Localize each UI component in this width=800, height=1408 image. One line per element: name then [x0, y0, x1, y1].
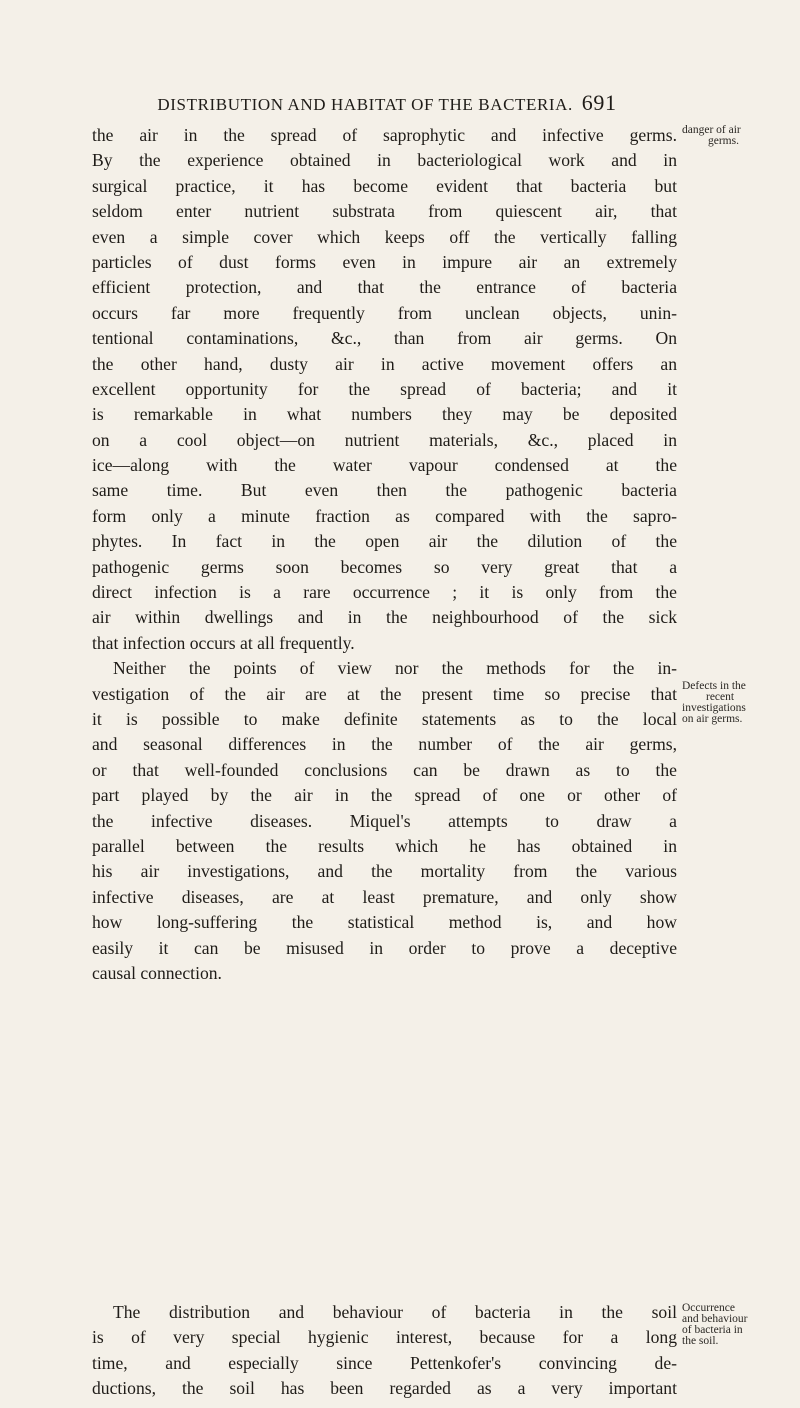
text-line: ice—along with the water vapour condensed at the — [92, 455, 677, 476]
marginal-note-soil — [682, 1303, 800, 1347]
text-line: form only a minute fraction as compared with the sapro- — [92, 505, 677, 526]
margin-line: and behaviour — [682, 1313, 748, 1325]
text-line: on a cool object—on nutrient materials, &c., placed in — [92, 429, 677, 450]
text-line: the air in the spread of saprophytic and infective germs. — [92, 125, 677, 145]
margin-line: of bacteria in — [682, 1324, 743, 1336]
margin-line: on air germs. — [682, 713, 743, 725]
text-line: time, and especially since Pettenkofer's convincing de- — [92, 1352, 677, 1373]
text-line: how long-suffering the statistical method is, and how — [92, 912, 677, 933]
text-line: and seasonal differences in the number of the air germs, — [92, 734, 677, 755]
text-line: seldom enter nutrient substrata from quiescent air, that — [92, 201, 677, 222]
text-line: parallel between the results which he has obtained in — [92, 835, 677, 856]
text-line: surgical practice, it has become evident that bacteria but — [92, 175, 677, 196]
running-title: DISTRIBUTION AND HABITAT OF THE BACTERIA. — [157, 95, 573, 114]
margin-line: Defects in the — [682, 680, 746, 692]
text-line: The distribution and behaviour of bacteria in the soil — [113, 1302, 677, 1322]
text-line: tentional contaminations, &c., than from air germs. On — [92, 328, 677, 349]
text-line: pathogenic germs soon becomes so very great that a — [92, 556, 677, 577]
text-line: his air investigations, and the mortality from the various — [92, 861, 677, 882]
text-line: or that well-founded conclusions can be drawn as to the — [92, 759, 677, 780]
marginal-note-air-germs — [682, 125, 800, 147]
text-line: efficient protection, and that the entrance of bacteria — [92, 277, 677, 298]
margin-line: recent — [706, 691, 735, 703]
text-line: occurs far more frequently from unclean objects, unin- — [92, 302, 677, 323]
text-line: the other hand, dusty air in active movement offers an — [92, 353, 677, 374]
margin-line: the soil. — [682, 1335, 719, 1347]
margin-line: investigations — [682, 702, 746, 714]
text-line: easily it can be misused in order to prove a deceptive — [92, 937, 677, 958]
text-line: it is possible to make definite statements as to the local — [92, 708, 677, 729]
margin-line: Occurrence — [682, 1302, 735, 1314]
text-line: direct infection is a rare occurrence ; it is only from the — [92, 582, 677, 603]
text-line: causal connection. — [92, 962, 222, 983]
text-line: phytes. In fact in the open air the dilution of the — [92, 531, 677, 552]
text-line: the infective diseases. Miquel's attempts to draw a — [92, 810, 677, 831]
text-line: infective diseases, are at least premature, and only show — [92, 886, 677, 907]
text-line: Neither the points of view nor the methods for the in- — [113, 658, 677, 679]
text-line: part played by the air in the spread of one or other of — [92, 785, 677, 806]
marginal-note-defects — [682, 681, 800, 725]
text-line: particles of dust forms even in impure air an extremely — [92, 251, 677, 272]
text-line: same time. But even then the pathogenic bacteria — [92, 480, 677, 501]
text-line: vestigation of the air are at the present time so precise that — [92, 683, 677, 704]
text-line: is of very special hygienic interest, because for a long — [92, 1327, 677, 1348]
page-number: 691 — [581, 90, 617, 115]
text-line: excellent opportunity for the spread of bacteria; and it — [92, 378, 677, 399]
text-line: ductions, the soil has been regarded as a very important — [92, 1378, 677, 1399]
paragraph-3 — [92, 1300, 677, 1402]
text-line: is remarkable in what numbers they may be deposited — [92, 404, 677, 425]
main-text-upper — [92, 123, 677, 986]
text-line: that infection occurs at all frequently. — [92, 632, 355, 653]
paragraph-1 — [92, 123, 677, 656]
text-line: even a simple cover which keeps off the vertically falling — [92, 226, 677, 247]
text-line: By the experience obtained in bacteriological work and in — [92, 150, 677, 171]
margin-line: danger of air — [682, 124, 741, 136]
running-header — [92, 90, 682, 116]
margin-line: germs. — [708, 135, 739, 147]
text-line: air within dwellings and in the neighbourhood of the sick — [92, 607, 677, 628]
paragraph-2 — [92, 656, 677, 986]
